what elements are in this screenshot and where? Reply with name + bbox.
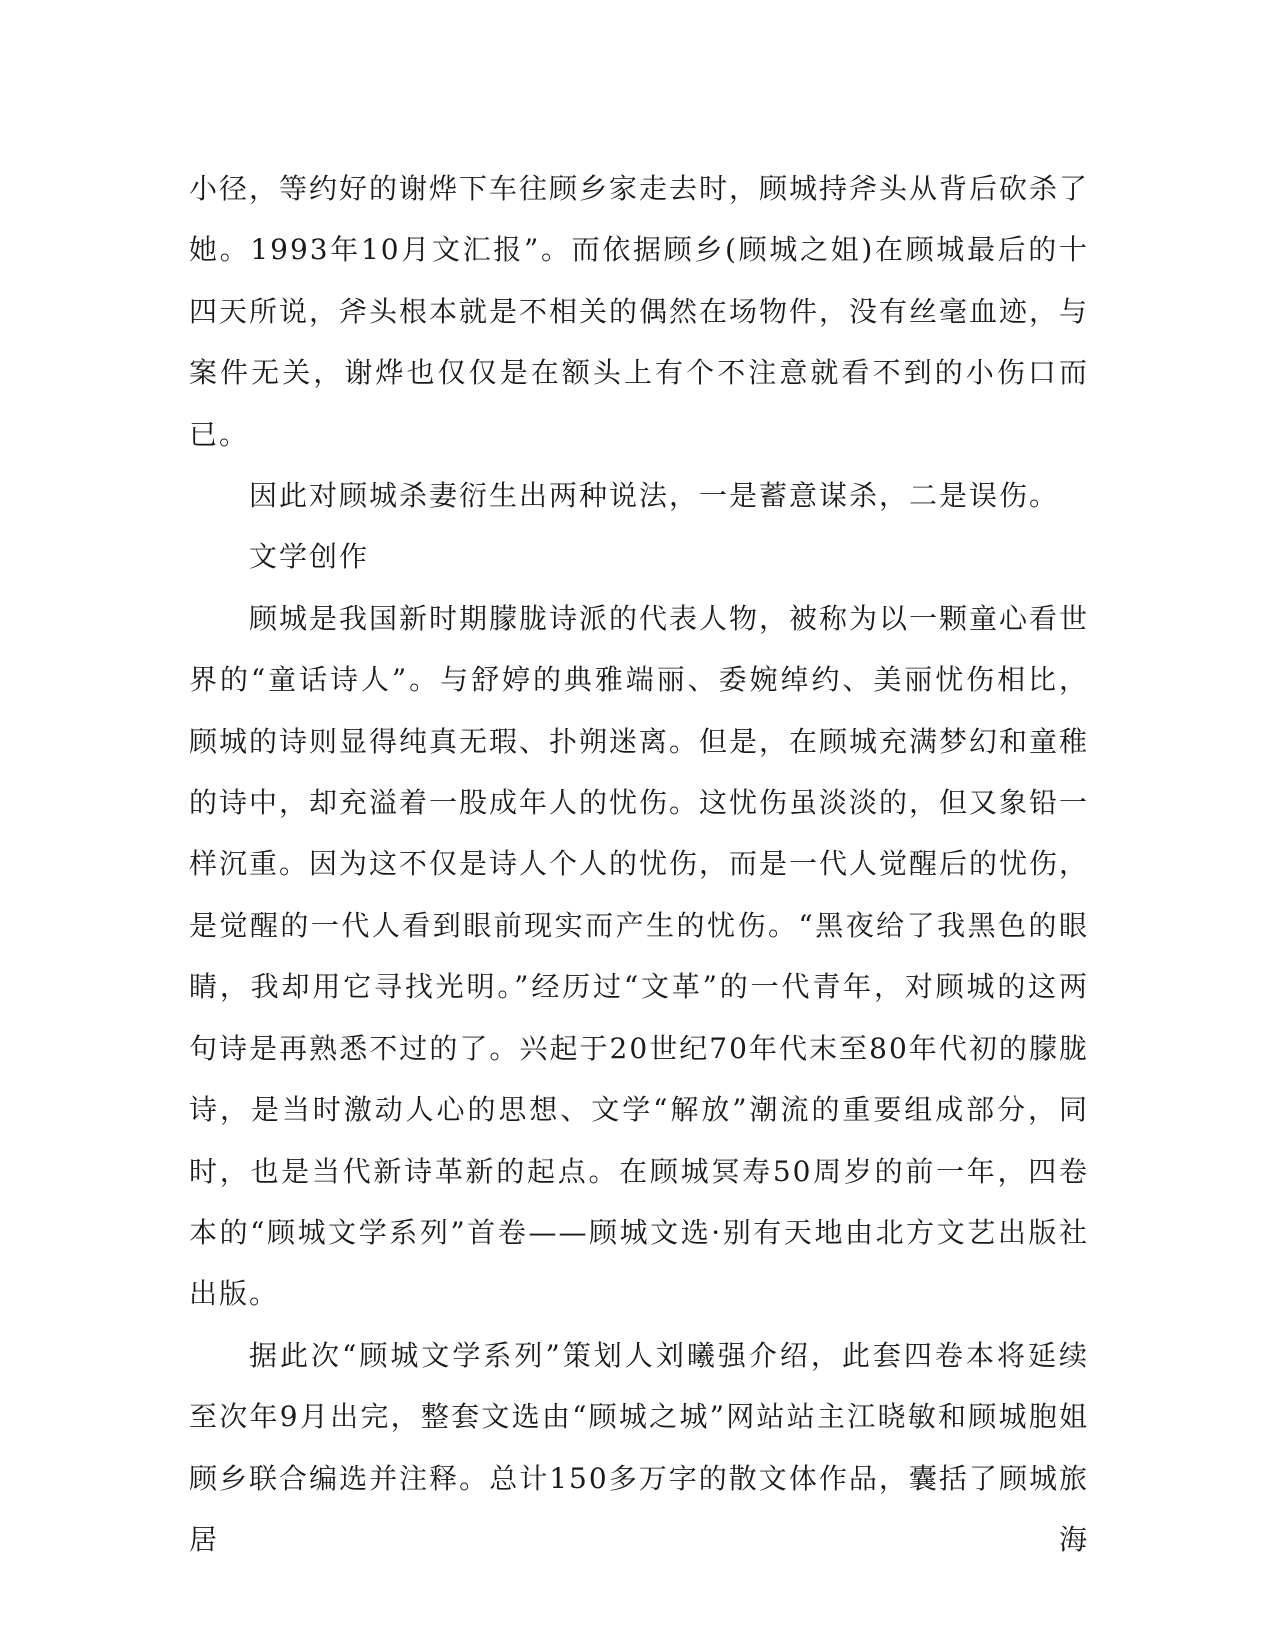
paragraph-case-details: 小径，等约好的谢烨下车往顾乡家走去时，顾城持斧头从背后砍杀了她。1993年10月文汇报”。而依据顾乡(顾城之姐)在顾城最后的十四天所说，斧头根本就是不相关的偶然在场物件，没有丝毫血迹，与案件无关，谢烨也仅仅是在额头上有个不注意就看不到的小伤口而已。 <box>189 172 1090 451</box>
section-heading-literary-creation: 文学创作 <box>249 540 370 574</box>
body-text <box>189 158 1089 1570</box>
paragraph-two-versions: 因此对顾城杀妻衍生出两种说法，一是蓄意谋杀，二是误伤。 <box>249 479 1060 513</box>
paragraph-literary-series: 据此次“顾城文学系列”策划人刘曦强介绍，此套四卷本将延续至次年9月出完，整套文选由“顾城之城”网站站主江晓敏和顾城胞姐顾乡联合编选并注释。总计150多万字的散文体作品，囊括了顾城旅居海 <box>189 1338 1089 1556</box>
paragraph-poetry-overview: 顾城是我国新时期朦胧诗派的代表人物，被称为以一颗童心看世界的“童话诗人”。与舒婷的典雅端丽、委婉绰约、美丽忧伤相比，顾城的诗则显得纯真无瑕、扑朔迷离。但是，在顾城充满梦幻和童稚的诗中，却充溢着一股成年人的忧伤。这忧伤虽淡淡的，但又象铅一样沉重。因为这不仅是诗人个人的忧伤，而是一代人觉醒后的忧伤，是觉醒的一代人看到眼前现实而产生的忧伤。“黑夜给了我黑色的眼睛，我却用它寻找光明。”经历过“文革”的一代青年，对顾城的这两句诗是再熟悉不过的了。兴起于20世纪70年代末至80年代初的朦胧诗，是当时激动人心的思想、文学“解放”潮流的重要组成部分，同时，也是当代新诗革新的起点。在顾城冥寿50周岁的前一年，四卷本的“顾城文学系列”首卷——顾城文选·别有天地由北方文艺出版社出版。 <box>189 601 1090 1311</box>
